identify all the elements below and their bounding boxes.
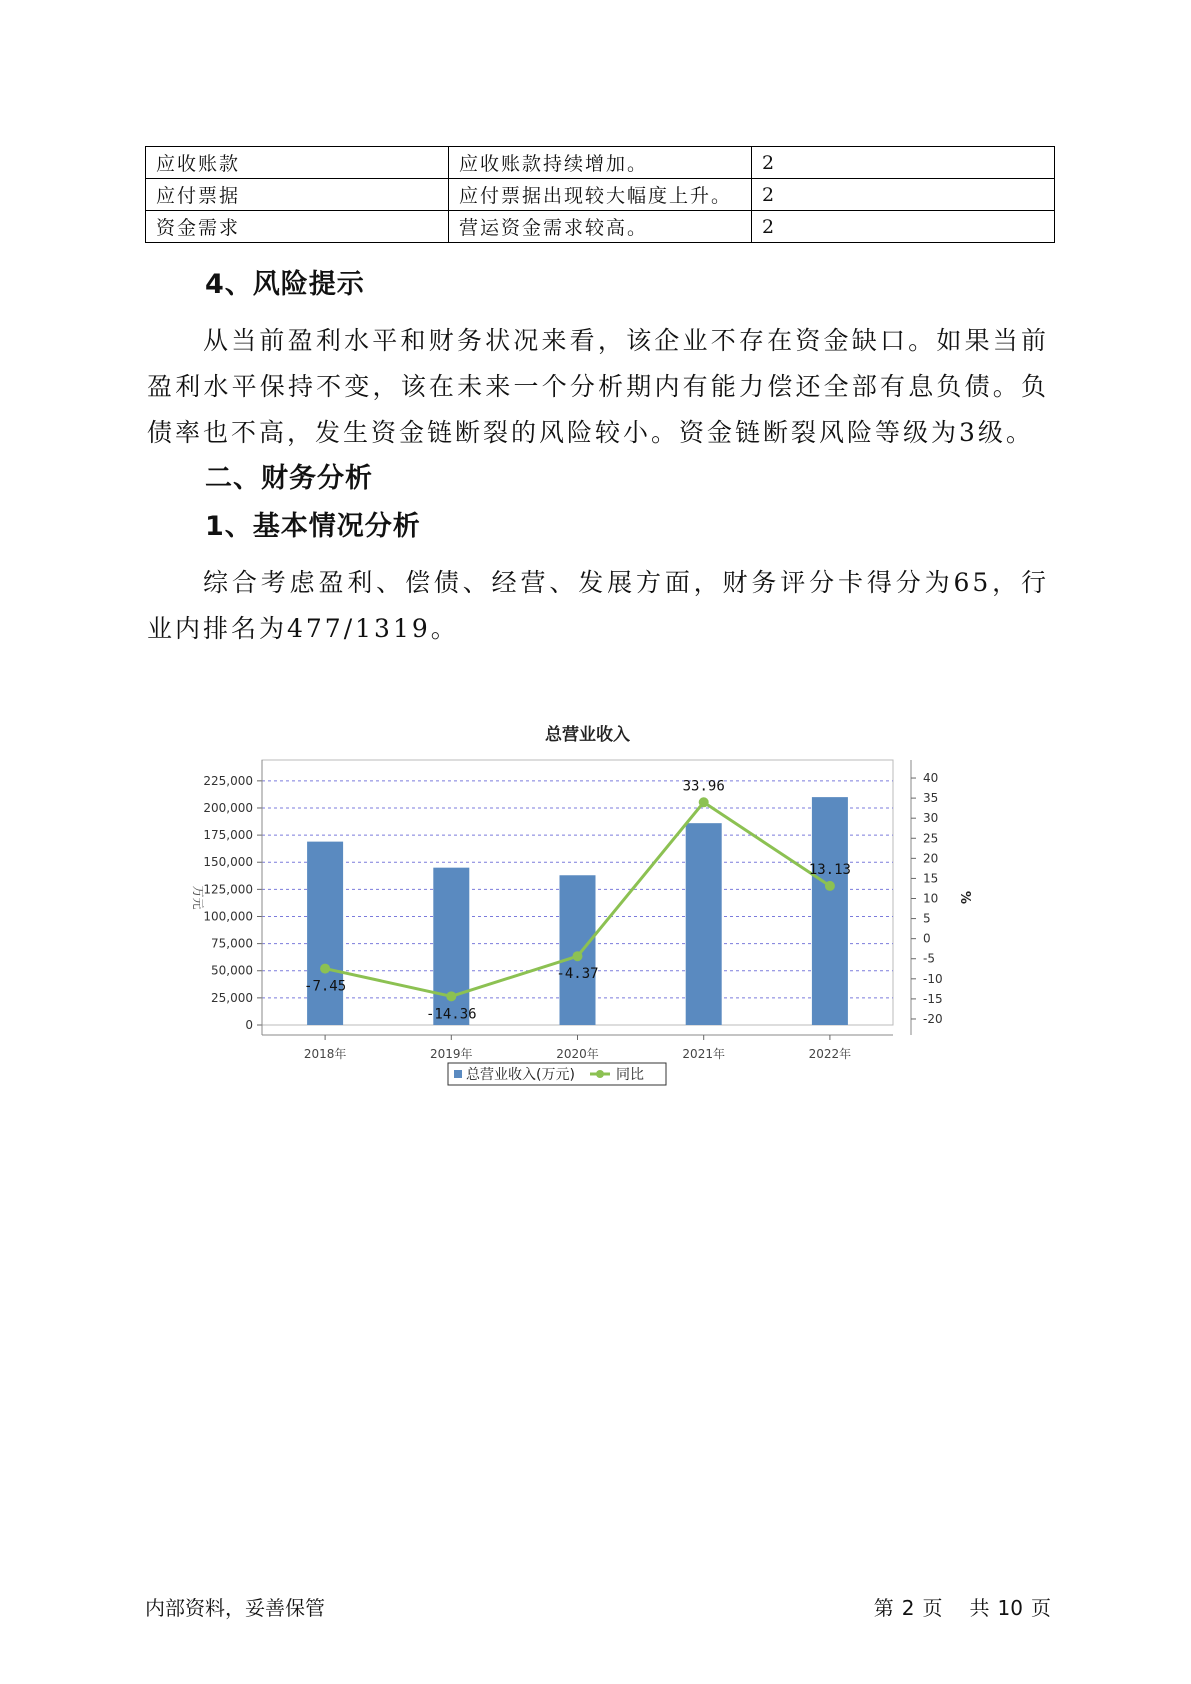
x-tick-label: 2019年 (430, 1047, 473, 1061)
line-point (699, 797, 709, 807)
data-label: 13.13 (808, 861, 851, 878)
y2-tick-label: 20 (923, 851, 939, 866)
table-cell-description: 营运资金需求较高。 (449, 211, 752, 243)
line-point (825, 881, 835, 891)
y2-tick-label: 25 (923, 831, 939, 846)
data-label: -7.45 (304, 978, 347, 995)
table-cell-score: 2 (752, 147, 1055, 179)
table-cell-score: 2 (752, 179, 1055, 211)
line-point (573, 951, 583, 961)
chart-title: 总营业收入 (545, 725, 630, 745)
y2-tick-label: 40 (923, 771, 939, 786)
y2-tick-label: 5 (923, 911, 931, 926)
legend-label-yoy: 同比 (616, 1067, 644, 1083)
table-cell-item: 应付票据 (146, 179, 449, 211)
bar (307, 842, 343, 1025)
y2-tick-label: 30 (923, 811, 939, 826)
footer-confidential: 内部资料，妥善保管 (145, 1596, 325, 1620)
y-tick-label: 25,000 (211, 990, 253, 1005)
y-tick-label: 175,000 (203, 828, 253, 843)
y2-tick-label: 10 (923, 891, 939, 906)
line-point (320, 964, 330, 974)
basic-paragraph: 综合考虑盈利、偿债、经营、发展方面，财务评分卡得分为65，行业内排名为477/1319。 (147, 568, 1049, 643)
section-heading-basic: 1、基本情况分析 (205, 511, 421, 542)
table-row (146, 179, 1055, 211)
risk-paragraph: 从当前盈利水平和财务状况来看，该企业不存在资金缺口。如果当前盈利水平保持不变，该在未来一个分析期内有能力偿还全部有息负债。负债率也不高，发生资金链断裂的风险较小。资金链断裂风险等级为3级。 (147, 326, 1049, 447)
y-tick-label: 0 (245, 1018, 253, 1032)
table-cell-description: 应付票据出现较大幅度上升。 (449, 179, 752, 211)
y-tick-label: 125,000 (203, 882, 253, 897)
x-tick-label: 2018年 (303, 1047, 347, 1061)
table-cell-item: 资金需求 (146, 211, 449, 243)
x-tick-label: 2021年 (682, 1047, 725, 1061)
line-point (446, 991, 456, 1001)
y-tick-label: 75,000 (211, 936, 253, 951)
y-tick-label: 150,000 (203, 855, 253, 870)
y2-tick-label: -15 (923, 991, 943, 1006)
y2-tick-label: -20 (923, 1011, 943, 1026)
x-tick-label: 2022年 (808, 1047, 852, 1061)
y2-tick-label: 15 (923, 871, 939, 886)
data-label: -14.36 (426, 1006, 477, 1023)
page-current: 2 (901, 1596, 915, 1620)
bar (686, 823, 722, 1025)
revenue-chart (180, 720, 1000, 1180)
y2-tick-label: 35 (923, 791, 939, 806)
table-row (146, 211, 1055, 243)
page-prefix: 第 (873, 1596, 894, 1620)
y-axis-title: 万元 (191, 885, 205, 910)
y-tick-label: 50,000 (211, 963, 253, 978)
page-suffix: 页 (922, 1596, 943, 1620)
legend-swatch-bar (454, 1070, 462, 1078)
bar (560, 875, 596, 1025)
y-tick-label: 100,000 (203, 909, 253, 924)
table-cell-score: 2 (752, 211, 1055, 243)
y2-tick-label: -10 (923, 971, 943, 986)
legend-label-revenue: 总营业收入(万元) (466, 1067, 575, 1083)
x-tick-label: 2020年 (556, 1047, 599, 1061)
table-row (146, 147, 1055, 179)
data-label: -4.37 (556, 966, 599, 983)
footer-page-number (870, 1592, 1055, 1621)
y-tick-label: 225,000 (203, 773, 253, 788)
risk-table (145, 146, 1055, 243)
y2-tick-label: 0 (923, 931, 931, 946)
y-tick-label: 200,000 (203, 800, 253, 815)
y2-axis-title: % (957, 890, 972, 905)
data-label: 33.96 (682, 778, 725, 795)
section-heading-risk: 4、风险提示 (205, 269, 365, 300)
bar (433, 868, 469, 1025)
y2-tick-label: -5 (923, 951, 935, 966)
bar (812, 797, 848, 1025)
section-heading-financial: 二、财务分析 (205, 463, 373, 494)
legend-swatch-dot (596, 1070, 604, 1078)
page-total: 10 (997, 1596, 1023, 1620)
total-prefix: 共 (969, 1596, 990, 1620)
total-suffix: 页 (1031, 1596, 1051, 1620)
table-cell-item: 应收账款 (146, 147, 449, 179)
table-cell-description: 应收账款持续增加。 (449, 147, 752, 179)
